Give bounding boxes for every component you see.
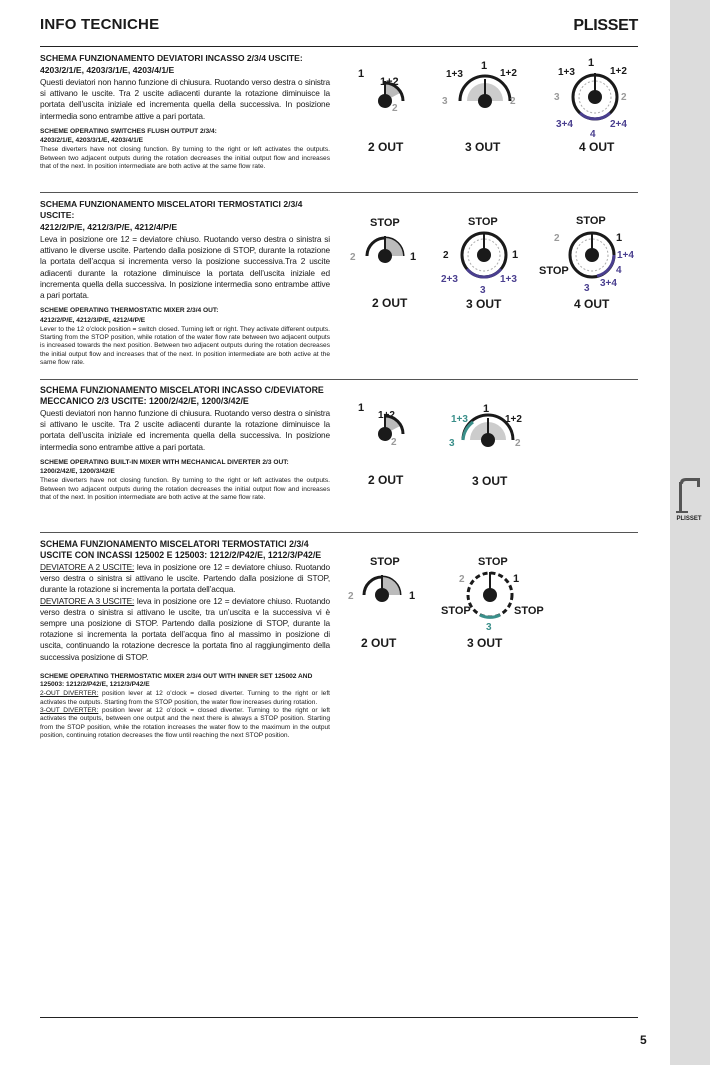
label-3: 3 [442, 96, 448, 107]
page-number: 5 [640, 1033, 647, 1047]
diagram-thermostatic-2-out [345, 212, 430, 314]
label-stop-right: STOP [514, 605, 544, 617]
out-label: 2 OUT [361, 636, 397, 650]
sidebar-tab [670, 0, 710, 1065]
label-2: 2 [515, 438, 521, 449]
dial-arc-violet [597, 255, 614, 276]
diagram-inset-2-out [342, 553, 427, 653]
label-1-2: 1+2 [380, 76, 399, 88]
section-title-en: SCHEME OPERATING THERMOSTATIC MIXER 2/3/4 OUT WITH INNER SET 125002 AND 125003: 1212/2/P42/E, 1212/3/P42/E [40, 672, 313, 689]
section-body-en: These diverters have not closing function. By turning to the right or left activates the outputs. Between two adjacent outputs during the rotation decreases the initial output flow and increases that of the next. In position intermediate are both active at the same flow rate. [40, 146, 330, 170]
label-1: 1 [358, 402, 365, 414]
section-sub1-it [40, 562, 330, 596]
sub2-text: leva in posizione ore 12 = deviatore chiuso. Ruotando verso destra o sinistra si attivano le uscite, tra un’uscita e la successiva vi è sempre una posizione di STOP. Partendo dalla posizione di STOP, durante la rotazione si incrementa la portata dell’acqua fino al massimo in posizione di uscita, continuando la rotazione decresce la portata fino al raggiungimento della successiva posizione di STOP. [40, 595, 330, 662]
diagram-thermostatic-4-out [535, 212, 645, 314]
dial-knob [378, 427, 392, 441]
section-divider [40, 192, 638, 193]
label-2: 2 [443, 250, 449, 261]
section-body-en: Lever to the 12 o’clock position = switch closed. Turning left or right. They activate different outputs. Starting from the STOP position, while rotation of the water flow rate between two adjacent outputs is increased towards the next position. Between two adjacent outputs during the rotation decreases the initial output flow and increases that of the next. In position intermediate are both active at the same flow rate. [40, 325, 330, 366]
diagram-deviator-4-out [550, 55, 645, 157]
label-2: 2 [621, 92, 627, 103]
section-title-it: SCHEMA FUNZIONAMENTO MISCELATORI INCASSO C/DEVIATORE MECCANICO 2/3 USCITE: 1200/2/42/E, 1200/3/42/E [40, 385, 324, 406]
section-miscelatori-deviatore [40, 385, 330, 502]
label-2-3: 2+3 [441, 274, 458, 285]
label-1-3: 1+3 [446, 69, 463, 80]
label-1-3: 1+3 [558, 67, 575, 78]
label-2: 2 [391, 437, 397, 448]
section-title-it: SCHEMA FUNZIONAMENTO MISCELATORI TERMOSTATICI 2/3/4 USCITE CON INCASSI 125002 E 125003: 1212/2/P42/E, 1212/3/P42/E [40, 539, 322, 560]
label-1: 1 [481, 60, 488, 72]
dial-knob [585, 248, 599, 262]
diagram-mixer-3-out [445, 400, 535, 492]
footer-rule [40, 1017, 638, 1018]
sub2-en-text: position lever at 12 o’clock = closed diverter. Turning to the right or left activates the outputs, between one output and the next there is always a STOP position. Starting from the STOP position, while the rotation increases the water flow to the maximum in the output position, continuing rotation decreases the flow until reaching the next STOP position. [40, 707, 330, 739]
dial-knob [478, 94, 492, 108]
label-3-4: 3+4 [556, 119, 573, 130]
sub2-en-label: 3-OUT DIVERTER: [40, 707, 99, 715]
label-1-4: 1+4 [617, 250, 634, 261]
label-1-3: 1+3 [451, 414, 468, 425]
page-header-right: PLISSET [573, 17, 638, 34]
dial-knob [378, 249, 392, 263]
top-rule [40, 46, 638, 47]
section-deviatori [40, 53, 330, 171]
label-1: 1 [483, 403, 490, 415]
label-1-2: 1+2 [505, 414, 522, 425]
label-1: 1 [409, 590, 416, 602]
diagram-inset-3-out [438, 553, 548, 653]
out-label: 2 OUT [368, 140, 404, 154]
label-stop: STOP [468, 216, 498, 228]
section-sub2-it [40, 596, 330, 663]
section-divider [40, 379, 638, 380]
dial-knob [477, 248, 491, 262]
section-termostatici [40, 199, 330, 367]
label-stop: STOP [370, 556, 400, 568]
section-codes-it: 4203/2/1/E, 4203/3/1/E, 4203/4/1/E [40, 65, 175, 75]
label-stop: STOP [576, 215, 606, 227]
label-3: 3 [554, 92, 560, 103]
section-sub1-en [40, 690, 330, 707]
label-1-3: 1+3 [500, 274, 517, 285]
label-2: 2 [510, 96, 516, 107]
label-2-4: 2+4 [610, 119, 627, 130]
faucet-icon [676, 476, 704, 514]
dial-knob [481, 433, 495, 447]
out-label: 2 OUT [368, 473, 404, 487]
label-2: 2 [350, 252, 356, 263]
label-stop-left: STOP [441, 605, 471, 617]
out-label: 4 OUT [574, 297, 610, 311]
section-title-en: SCHEME OPERATING BUILT-IN MIXER WITH MECHANICAL DIVERTER 2/3 OUT: [40, 458, 289, 466]
label-2: 2 [459, 574, 465, 585]
sub1-label: DEVIATORE A 2 USCITE: [40, 562, 135, 572]
sidebar-label: PLISSET [676, 516, 702, 522]
label-2: 2 [392, 103, 398, 114]
section-sub2-en [40, 707, 330, 740]
out-label: 3 OUT [467, 636, 503, 650]
dial-arc-violet [467, 269, 501, 277]
out-label: 4 OUT [579, 140, 615, 154]
diagram-deviator-3-out [440, 55, 530, 157]
label-stop-left: STOP [539, 265, 569, 277]
label-1: 1 [616, 232, 623, 244]
dial-knob [483, 588, 497, 602]
label-2: 2 [348, 591, 354, 602]
section-title-it: SCHEMA FUNZIONAMENTO DEVIATORI INCASSO 2/3/4 USCITE: [40, 53, 303, 63]
section-title-it: SCHEMA FUNZIONAMENTO MISCELATORI TERMOSTATICI 2/3/4 USCITE: [40, 199, 303, 220]
label-1: 1 [410, 251, 417, 263]
out-label: 3 OUT [465, 140, 501, 154]
label-2: 2 [554, 233, 560, 244]
label-1-2: 1+2 [378, 410, 395, 421]
label-1-2: 1+2 [610, 66, 627, 77]
label-4: 4 [590, 129, 596, 140]
section-termostatici-incassi [40, 539, 330, 740]
label-3-4: 3+4 [600, 278, 617, 289]
label-1: 1 [588, 57, 595, 69]
section-body-it: Questi deviatori non hanno funzione di chiusura. Ruotando verso destra o sinistra si attivano le uscite. Tra 2 uscite adiacenti durante la rotazione diminuisce la portata dell’uscita iniziale ed incrementa quella della successiva. In posizione intermedia sono entrambe attive a pari portata. [40, 408, 330, 452]
section-codes-en: 4203/2/1/E, 4203/3/1/E, 4203/4/1/E [40, 137, 144, 145]
section-codes-en: 4212/2/P/E, 4212/3/P/E, 4212/4/P/E [40, 316, 146, 324]
dial-arc-teal [480, 615, 500, 617]
diagram-thermostatic-3-out [437, 212, 532, 314]
label-3: 3 [486, 622, 492, 633]
section-title-en: SCHEME OPERATING THERMOSTATIC MIXER 2/3/4 OUT: [40, 307, 219, 315]
section-codes-it: 4212/2/P/E, 4212/3/P/E, 4212/4/P/E [40, 222, 178, 232]
page-header-left: INFO TECNICHE [40, 16, 160, 33]
dial-knob [378, 94, 392, 108]
label-4: 4 [616, 265, 622, 276]
out-label: 2 OUT [372, 296, 408, 310]
dial-knob [588, 90, 602, 104]
label-3: 3 [449, 438, 455, 449]
label-1: 1 [358, 68, 365, 80]
section-codes-en: 1200/2/42/E, 1200/3/42/E [40, 468, 115, 476]
out-label: 3 OUT [466, 297, 502, 311]
sub1-en-text: position lever at 12 o’clock = closed diverter. Turning to the right or left activates the outputs. Starting from the STOP position, the water flow increases during rotation. [40, 690, 330, 706]
sub1-en-label: 2-OUT DIVERTER: [40, 690, 99, 698]
sub1-text: leva in posizione ore 12 = deviatore chiuso. Ruotando verso destra o sinistra si attivano le uscite. Partendo dalla posizione di STOP, durante la rotazione si incrementa la portata dell’acqua. [40, 562, 330, 595]
label-1-2: 1+2 [500, 68, 517, 79]
section-title-en: SCHEME OPERATING SWITCHES FLUSH OUTPUT 2/3/4: [40, 127, 217, 135]
label-1: 1 [513, 573, 520, 585]
out-label: 3 OUT [472, 474, 508, 488]
section-body-it: Leva in posizione ore 12 = deviatore chiuso. Ruotando verso destra o sinistra si attivano le diverse uscite. Partendo dalla posizione di STOP, durante la rotazione la portata dell’acqua si incrementa verso la posizione successiva.Tra 2 uscite adiacenti durante la rotazione diminuisce la portata dell’uscita iniziale ed incrementa quella della successiva. In posizione intermedia sono entrambe attive a pari portata. [40, 234, 330, 301]
diagram-deviator-2-out [345, 55, 425, 157]
label-stop: STOP [478, 556, 508, 568]
section-body-it: Questi deviatori non hanno funzione di chiusura. Ruotando verso destra o sinistra si attivano le uscite. Tra 2 uscite adiacenti durante la rotazione diminuisce la portata dell’uscita iniziale ed incrementa quella della successiva. In posizione intermedia sono entrambe attive a pari portata. [40, 77, 330, 121]
diagram-mixer-2-out [345, 400, 425, 492]
sub2-label: DEVIATORE A 3 USCITE: [40, 595, 135, 606]
section-divider [40, 532, 638, 533]
label-3: 3 [480, 285, 486, 296]
dial-knob [375, 588, 389, 602]
section-body-en: These diverters have not closing function. By turning to the right or left activates the outputs. Between two adjacent outputs during the rotation decreases the initial output flow and increases that of the next. In position intermediate are both active at the same flow rate. [40, 477, 330, 501]
label-stop: STOP [370, 217, 400, 229]
label-1: 1 [512, 249, 519, 261]
label-3: 3 [584, 283, 590, 294]
